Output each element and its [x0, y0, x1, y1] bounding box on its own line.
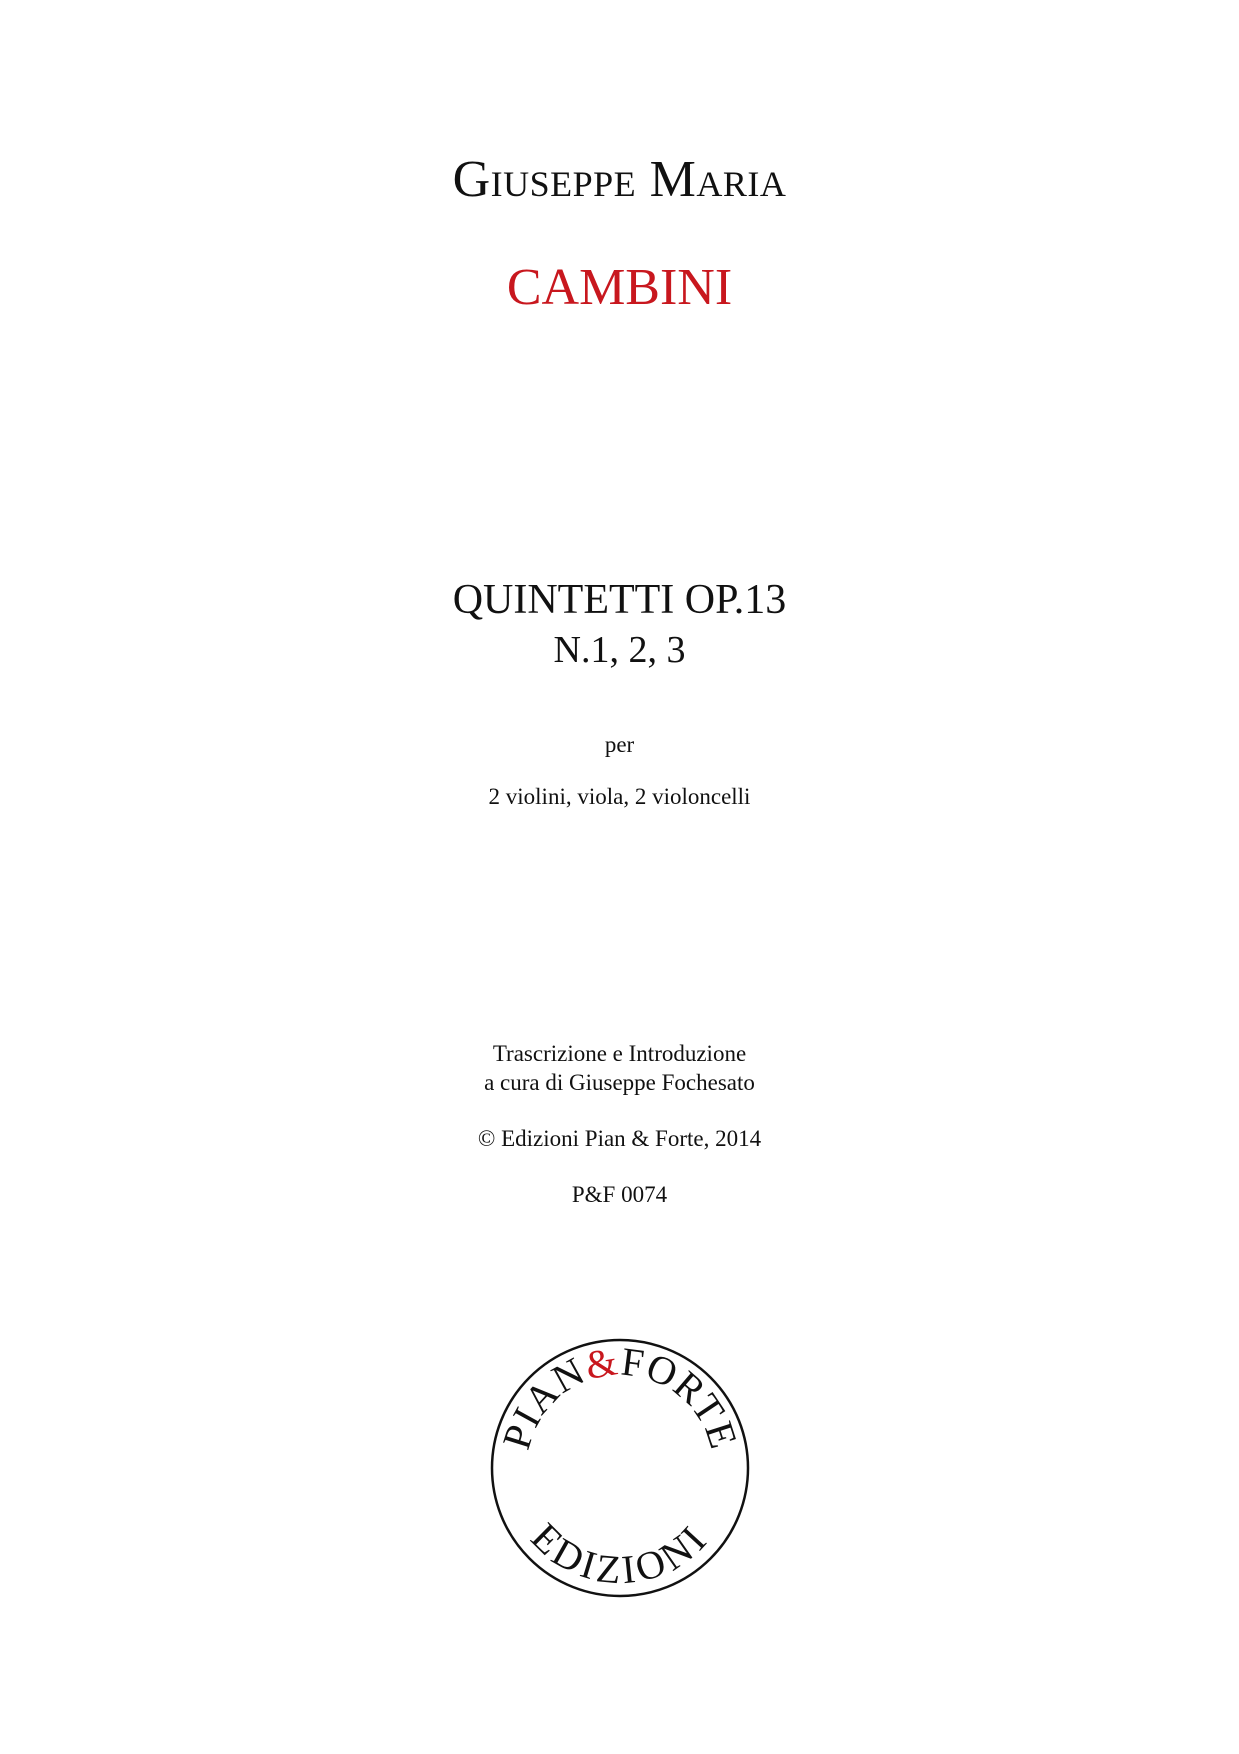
work-numbers: N.1, 2, 3 — [553, 629, 686, 671]
catalog-number: P&F 0074 — [571, 1182, 668, 1207]
seal-top-text — [493, 1338, 746, 1454]
copyright-line: © Edizioni Pian & Forte, 2014 — [477, 1126, 762, 1151]
publisher-seal-logo — [489, 1337, 751, 1599]
per-label: per — [604, 732, 635, 757]
instrumentation: 2 violini, viola, 2 violoncelli — [488, 784, 751, 809]
composer-name: Giuseppe Maria — [452, 151, 787, 208]
seal-bottom-text: EDIZIONI — [522, 1514, 718, 1593]
composer-surname: CAMBINI — [506, 259, 733, 316]
work-title: QUINTETTI OP.13 — [452, 577, 787, 623]
seal-text-ampersand: & — [582, 1338, 622, 1388]
seal-text-pian: PIAN — [493, 1347, 593, 1455]
credits-line-editor: a cura di Giuseppe Fochesato — [484, 1070, 755, 1095]
credits-line-transcription: Trascrizione e Introduzione — [492, 1041, 747, 1066]
seal-text-forte: FORTE — [618, 1338, 747, 1455]
